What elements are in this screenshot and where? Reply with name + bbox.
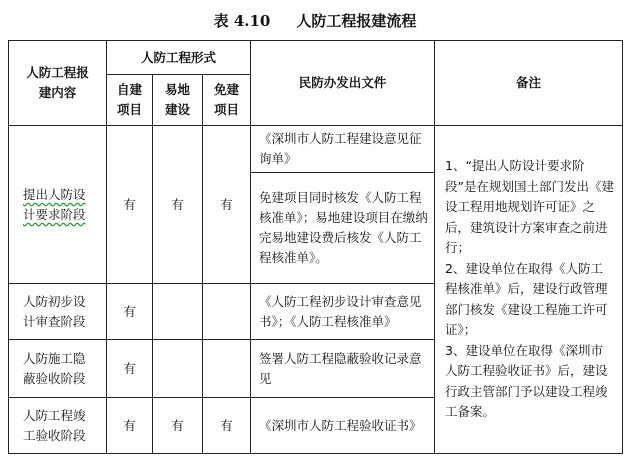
row3-zijian: 有 [107, 340, 153, 398]
row4-doc: 《深圳市人防工程验收证书》 [251, 398, 435, 454]
header-docs: 民防办发出文件 [251, 41, 435, 126]
procedure-table [8, 40, 623, 454]
row1-doc-2: 免建项目同时核发《人防工程核准单》；易地建设项目在缴纳完易地建设费后核发《人防工程核准单》。 [251, 173, 435, 284]
row4-zijian: 有 [107, 398, 153, 454]
remark-2: 2、建设单位在取得《人防工程核准单》后，建设行政管理部门核发《建设工程施工许可证》； [445, 260, 608, 338]
header-mianjian: 免建项目 [203, 75, 251, 126]
row1-content-text: 提出人防设计要求阶段 [23, 186, 86, 222]
header-zijian: 自建项目 [107, 75, 153, 126]
row1-zijian: 有 [107, 126, 153, 284]
row1-doc-1: 《深圳市人防工程建设意见征询单》 [251, 126, 435, 173]
row4-mianjian: 有 [203, 398, 251, 454]
row3-content: 人防施工隐蔽验收阶段 [9, 340, 107, 398]
row2-zijian: 有 [107, 284, 153, 340]
row4-yidi: 有 [153, 398, 203, 454]
row1-yidi: 有 [153, 126, 203, 284]
row1-content [9, 126, 107, 284]
row2-doc: 《人防工程初步设计审查意见书》；《人防工程核准单》 [251, 284, 435, 340]
header-remarks: 备注 [435, 41, 623, 126]
header-form: 人防工程形式 [107, 41, 251, 75]
row2-mianjian [203, 284, 251, 340]
remark-3: 3、建设单位在取得《深圳市人防工程验收证书》后，建设行政主管部门予以建设工程竣工备案。 [445, 342, 608, 420]
table-title-text: 人防工程报建流程 [296, 12, 417, 30]
row1-mianjian: 有 [203, 126, 251, 284]
remarks-cell [435, 126, 623, 454]
row4-content: 人防工程竣工验收阶段 [9, 398, 107, 454]
table-number: 表 4.10 [213, 12, 271, 30]
row3-yidi [153, 340, 203, 398]
table-title [0, 10, 630, 31]
row3-mianjian [203, 340, 251, 398]
header-yidi: 易地建设 [153, 75, 203, 126]
header-content: 人防工程报建内容 [9, 41, 107, 126]
row3-doc: 签署人防工程隐蔽验收记录意见 [251, 340, 435, 398]
row2-yidi [153, 284, 203, 340]
row2-content: 人防初步设计审查阶段 [9, 284, 107, 340]
remark-1: 1、“提出人防设计要求阶段”是在规划国土部门发出《建设工程用地规划许可证》之后，建筑设计方案审查之前进行； [445, 158, 615, 256]
